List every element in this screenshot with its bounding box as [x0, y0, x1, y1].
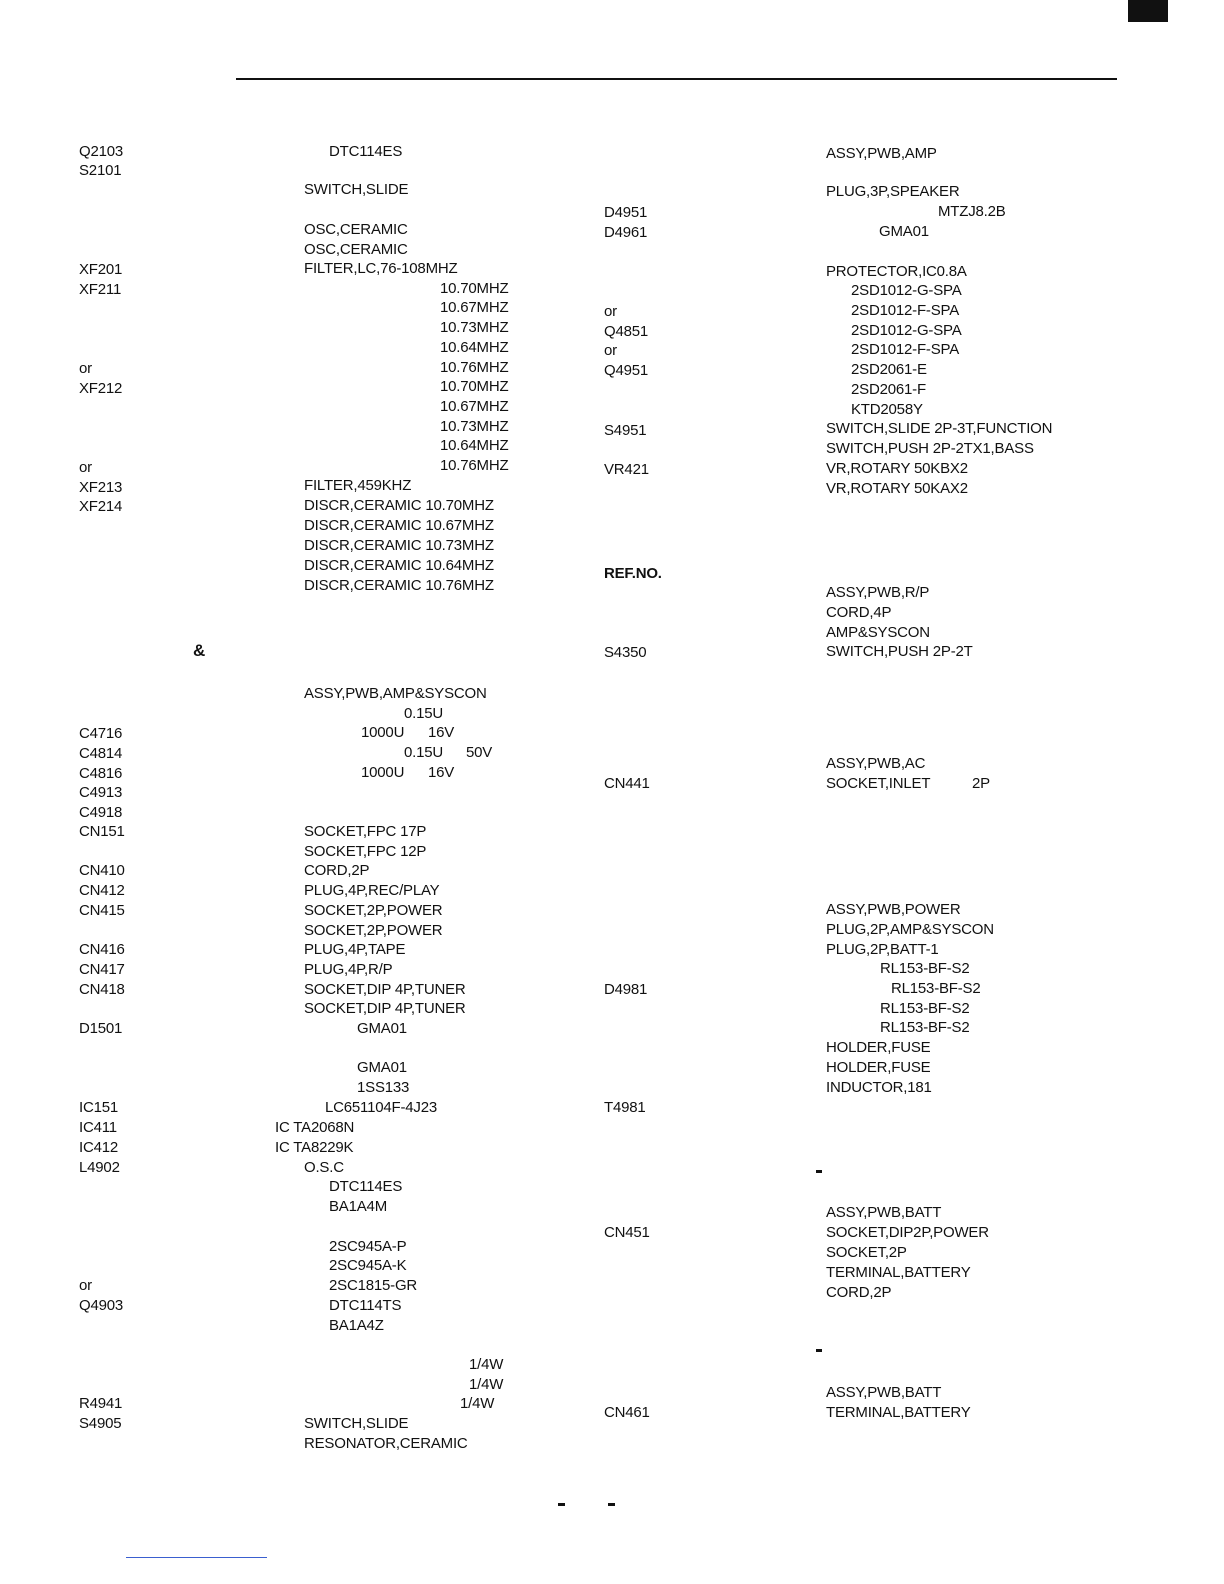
left-ref: XF212: [79, 380, 123, 397]
right-desc: RL153-BF-S2: [880, 1019, 970, 1036]
footer-dash: [558, 1503, 565, 1506]
right-desc: PLUG,2P,BATT-1: [826, 941, 939, 958]
left-desc: 1SS133: [357, 1079, 410, 1096]
left-ref: CN410: [79, 862, 125, 879]
left-desc: 1/4W: [460, 1395, 495, 1412]
left-desc: 10.76MHZ: [440, 359, 509, 376]
left-desc: 10.67MHZ: [440, 299, 509, 316]
left-ref: CN416: [79, 941, 125, 958]
left-desc: IC TA2068N: [275, 1119, 355, 1136]
right-desc: PLUG,3P,SPEAKER: [826, 183, 960, 200]
left-desc: 2SC945A-P: [329, 1238, 407, 1255]
left-ref: CN412: [79, 882, 125, 899]
right-ref: S4951: [604, 422, 647, 439]
left-ref: XF214: [79, 498, 123, 515]
left-desc: DISCR,CERAMIC 10.70MHZ: [304, 497, 494, 514]
right-desc: ASSY,PWB,AMP: [826, 145, 937, 162]
left-desc: SOCKET,DIP 4P,TUNER: [304, 1000, 466, 1017]
left-desc: DISCR,CERAMIC 10.76MHZ: [304, 577, 494, 594]
left-desc: SOCKET,FPC 17P: [304, 823, 427, 840]
right-ref: or: [604, 342, 617, 359]
right-ref: Q4951: [604, 362, 649, 379]
right-desc: INDUCTOR,181: [826, 1079, 932, 1096]
right-ref: Q4851: [604, 323, 649, 340]
right-ref: T4981: [604, 1099, 646, 1116]
left-desc: GMA01: [357, 1059, 407, 1076]
left-ref: L4902: [79, 1159, 120, 1176]
left-ref: C4716: [79, 725, 123, 742]
left-desc: 0.15U: [404, 705, 444, 722]
left-desc: PLUG,4P,R/P: [304, 961, 393, 978]
header-rule: [236, 78, 1117, 80]
left-desc: 0.15U: [404, 744, 444, 761]
right-ref: D4951: [604, 204, 648, 221]
left-desc: GMA01: [357, 1020, 407, 1037]
left-desc: LC651104F-4J23: [325, 1099, 437, 1116]
right-ref: CN451: [604, 1224, 650, 1241]
right-desc: PLUG,2P,AMP&SYSCON: [826, 921, 994, 938]
left-desc: PLUG,4P,TAPE: [304, 941, 406, 958]
left-desc: O.S.C: [304, 1159, 344, 1176]
right-ref: VR421: [604, 461, 649, 478]
left-desc: 1/4W: [469, 1376, 504, 1393]
right-desc: ASSY,PWB,POWER: [826, 901, 961, 918]
left-ref: Q2103: [79, 143, 124, 160]
left-ref: C4913: [79, 784, 123, 801]
left-ref: IC412: [79, 1139, 119, 1156]
left-desc: 16V: [428, 764, 455, 781]
left-desc: 10.73MHZ: [440, 418, 509, 435]
left-ref: CN417: [79, 961, 125, 978]
left-desc: 1000U: [361, 724, 405, 741]
left-ref: CN418: [79, 981, 125, 998]
left-desc: SOCKET,2P,POWER: [304, 922, 443, 939]
left-desc: DTC114ES: [329, 143, 403, 160]
left-desc: SOCKET,DIP 4P,TUNER: [304, 981, 466, 998]
left-ref: S2101: [79, 162, 122, 179]
ref-no-heading: REF.NO.: [604, 565, 662, 582]
right-desc: PROTECTOR,IC0.8A: [826, 263, 967, 280]
left-desc: RESONATOR,CERAMIC: [304, 1435, 468, 1452]
right-desc: 2SD1012-G-SPA: [851, 282, 962, 299]
left-ref: CN415: [79, 902, 125, 919]
left-desc: OSC,CERAMIC: [304, 241, 408, 258]
right-ref: D4981: [604, 981, 648, 998]
left-ref: CN151: [79, 823, 125, 840]
right-desc: RL153-BF-S2: [880, 1000, 970, 1017]
left-desc: 10.76MHZ: [440, 457, 509, 474]
left-ref: Q4903: [79, 1297, 124, 1314]
right-desc: VR,ROTARY 50KAX2: [826, 480, 968, 497]
right-desc: VR,ROTARY 50KBX2: [826, 460, 968, 477]
right-desc: SOCKET,INLET: [826, 775, 931, 792]
right-desc: 2SD1012-G-SPA: [851, 322, 962, 339]
right-desc: RL153-BF-S2: [891, 980, 981, 997]
left-desc: BA1A4Z: [329, 1317, 384, 1334]
left-desc: 10.73MHZ: [440, 319, 509, 336]
left-desc: CORD,2P: [304, 862, 370, 879]
left-desc: 2SC1815-GR: [329, 1277, 418, 1294]
left-ref: C4814: [79, 745, 123, 762]
footer-dash: [608, 1503, 615, 1506]
left-desc: SOCKET,2P,POWER: [304, 902, 443, 919]
left-desc: SWITCH,SLIDE: [304, 1415, 409, 1432]
right-desc: HOLDER,FUSE: [826, 1039, 931, 1056]
right-desc: CORD,4P: [826, 604, 892, 621]
left-desc: BA1A4M: [329, 1198, 387, 1215]
right-ref: or: [604, 303, 617, 320]
right-desc: TERMINAL,BATTERY: [826, 1404, 971, 1421]
left-desc: 10.64MHZ: [440, 437, 509, 454]
left-ref: XF201: [79, 261, 123, 278]
left-desc: 10.70MHZ: [440, 280, 509, 297]
left-desc: 10.70MHZ: [440, 378, 509, 395]
right-desc: RL153-BF-S2: [880, 960, 970, 977]
right-desc: 2SD2061-E: [851, 361, 927, 378]
right-desc: CORD,2P: [826, 1284, 892, 1301]
right-desc: GMA01: [879, 223, 929, 240]
right-desc: SWITCH,PUSH 2P-2TX1,BASS: [826, 440, 1034, 457]
left-ref: XF213: [79, 479, 123, 496]
left-desc: FILTER,459KHZ: [304, 477, 412, 494]
left-desc: 1/4W: [469, 1356, 504, 1373]
right-desc: 2SD2061-F: [851, 381, 926, 398]
page-corner-marker: [1128, 0, 1168, 22]
right-desc: SOCKET,2P: [826, 1244, 907, 1261]
left-ref: or: [79, 459, 92, 476]
right-ref: S4350: [604, 644, 647, 661]
right-ref: CN461: [604, 1404, 650, 1421]
left-ref: or: [79, 360, 92, 377]
left-desc: DISCR,CERAMIC 10.73MHZ: [304, 537, 494, 554]
left-desc: OSC,CERAMIC: [304, 221, 408, 238]
right-ref: CN441: [604, 775, 650, 792]
right-desc: TERMINAL,BATTERY: [826, 1264, 971, 1281]
left-ref: R4941: [79, 1395, 123, 1412]
right-desc: ASSY,PWB,BATT: [826, 1384, 942, 1401]
left-desc: FILTER,LC,76-108MHZ: [304, 260, 458, 277]
left-ref: or: [79, 1277, 92, 1294]
left-desc: 2SC945A-K: [329, 1257, 407, 1274]
left-ref: IC411: [79, 1119, 117, 1136]
section-ampersand: &: [193, 641, 206, 660]
left-desc: 10.64MHZ: [440, 339, 509, 356]
left-desc: SWITCH,SLIDE: [304, 181, 409, 198]
left-ref: C4816: [79, 765, 123, 782]
right-desc: 2SD1012-F-SPA: [851, 302, 960, 319]
right-desc: SWITCH,PUSH 2P-2T: [826, 643, 973, 660]
left-ref: XF211: [79, 281, 122, 298]
left-ref: D1501: [79, 1020, 123, 1037]
right-ref: D4961: [604, 224, 648, 241]
left-desc: IC TA8229K: [275, 1139, 354, 1156]
left-desc: DTC114TS: [329, 1297, 402, 1314]
left-ref: C4918: [79, 804, 123, 821]
right-desc: SOCKET,DIP2P,POWER: [826, 1224, 989, 1241]
left-ref: S4905: [79, 1415, 122, 1432]
right-desc: AMP&SYSCON: [826, 624, 930, 641]
left-desc: 50V: [466, 744, 493, 761]
left-desc: 16V: [428, 724, 455, 741]
right-desc: 2P: [972, 775, 990, 792]
right-desc: KTD2058Y: [851, 401, 923, 418]
right-desc: ASSY,PWB,R/P: [826, 584, 930, 601]
left-desc: DISCR,CERAMIC 10.67MHZ: [304, 517, 494, 534]
left-desc: 1000U: [361, 764, 405, 781]
right-desc: HOLDER,FUSE: [826, 1059, 931, 1076]
left-desc: SOCKET,FPC 12P: [304, 843, 427, 860]
left-desc: 10.67MHZ: [440, 398, 509, 415]
footer-rule: [126, 1557, 267, 1558]
left-desc: PLUG,4P,REC/PLAY: [304, 882, 440, 899]
left-desc: DISCR,CERAMIC 10.64MHZ: [304, 557, 494, 574]
left-desc: DTC114ES: [329, 1178, 403, 1195]
dash-mark: [816, 1170, 822, 1173]
right-desc: 2SD1012-F-SPA: [851, 341, 960, 358]
dash-mark: [816, 1349, 822, 1352]
left-ref: IC151: [79, 1099, 119, 1116]
right-desc: SWITCH,SLIDE 2P-3T,FUNCTION: [826, 420, 1053, 437]
right-desc: ASSY,PWB,BATT: [826, 1204, 942, 1221]
right-desc: ASSY,PWB,AC: [826, 755, 926, 772]
left-desc: ASSY,PWB,AMP&SYSCON: [304, 685, 487, 702]
right-desc: MTZJ8.2B: [938, 203, 1006, 220]
